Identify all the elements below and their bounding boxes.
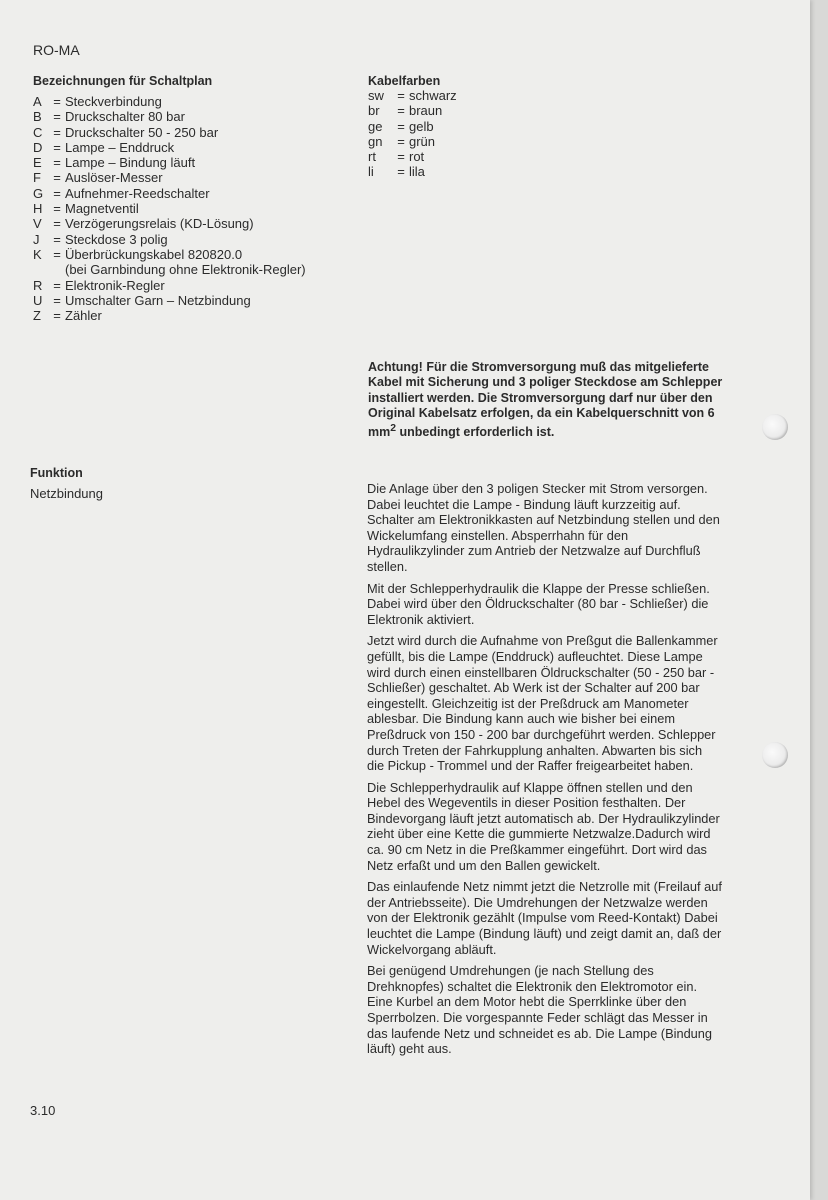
legend-equals: = (53, 231, 61, 247)
cable-color-code: sw (368, 88, 384, 103)
funktion-paragraph: Bei genügend Umdrehungen (je nach Stellung des Drehknopfes) schaltet die Elektronik den Elektromotor ein. Eine Kurbel an dem Motor hebt die Sperrklinke über den Sperrbolzen. Die vorgespannte Feder schlägt das Messer in das laufende Netz und schneidet es ab. Die Lampe (Bindung läuft) geht aus. (367, 963, 713, 1057)
funktion-title: Funktion (30, 466, 83, 480)
schematic-legend (33, 74, 353, 323)
cable-color-equals: = (397, 103, 405, 119)
legend-key: B (33, 109, 42, 125)
cable-color-equals: = (397, 133, 405, 149)
page-number: 3.10 (30, 1103, 56, 1118)
legend-item (33, 170, 353, 185)
funktion-paragraph: Jetzt wird durch die Aufnahme von Preßgut die Ballenkammer gefüllt, bis die Lampe (Enddruck) aufleuchtet. Diese Lampe wird durch einen einstellbaren Öldruckschalter (50 - 250 bar - Schließer) geschaltet. Ab Werk ist der Schalter auf 200 bar eingestellt. Gleichzeitig ist der Preßdruck am Manometer ablesbar. Die Bindung kann auch wie bisher bei einem Preßdruck von 150 - 200 bar durchgeführt werden. Schlepper durch Treten der Fahrkupplung anhalten. Abwarten bis sich die Pickup - Trommel und der Raffer freigearbeitet haben. (367, 633, 718, 774)
cable-color-item (368, 119, 568, 134)
legend-equals: = (53, 201, 61, 217)
legend-equals: = (53, 308, 61, 324)
legend-item (33, 186, 353, 201)
cable-color-name: braun (409, 103, 443, 119)
legend-item (33, 94, 353, 109)
cable-color-name: grün (409, 133, 436, 149)
cable-color-name: lila (409, 164, 425, 180)
legend-value: Zähler (65, 308, 102, 324)
cable-colors (368, 74, 568, 180)
legend-value: Lampe – Bindung läuft (65, 155, 196, 171)
legend-item (33, 232, 353, 247)
legend-equals: = (53, 277, 61, 293)
cable-colors-title: Kabelfarben (368, 74, 441, 88)
cable-color-name: schwarz (409, 88, 457, 103)
legend-value: Überbrückungskabel 820820.0 (65, 246, 243, 262)
legend-item (33, 201, 353, 216)
legend-equals: = (53, 94, 61, 109)
legend-item (33, 247, 353, 262)
legend-value: Auslöser-Messer (65, 170, 163, 186)
legend-value: Aufnehmer-Reedschalter (65, 185, 210, 201)
legend-equals: = (53, 246, 61, 262)
cable-color-name: rot (409, 149, 425, 165)
funktion-paragraph: Mit der Schlepperhydraulik die Klappe der Presse schließen. Dabei wird über den Öldruckschalter (80 bar - Schließer) die Elektronik aktiviert. (367, 580, 710, 627)
legend-item (33, 125, 353, 140)
legend-value: Steckverbindung (65, 94, 162, 109)
cable-colors-list (368, 88, 568, 180)
cable-color-code: ge (368, 118, 383, 134)
legend-key: F (33, 170, 41, 186)
legend-equals: = (53, 292, 61, 308)
legend-item (33, 155, 353, 170)
cable-color-equals: = (397, 149, 405, 165)
legend-value: Umschalter Garn – Netzbindung (65, 292, 251, 308)
funktion-subtitle: Netzbindung (30, 486, 103, 501)
legend-item (33, 308, 353, 323)
legend-value: (bei Garnbindung ohne Elektronik-Regler) (65, 262, 306, 278)
legend-equals: = (53, 139, 61, 155)
warning-text: Achtung! Für die Stromversorgung muß das mitgelieferte Kabel mit Sicherung und 3 poliger Steckdose am Schlepper installiert werden. Die Stromversorgung darf nur über den Original Kabelsatz erfolgen, da ein Kabelquerschnitt von 6 $mm^2$ unbedingt erforderlich ist. (368, 360, 723, 440)
legend-key: J (33, 231, 40, 247)
legend-key: Z (33, 308, 41, 324)
legend-value: Magnetventil (65, 201, 139, 217)
punch-hole-icon (762, 742, 788, 768)
legend-key: G (33, 185, 44, 201)
legend-equals: = (53, 155, 61, 171)
cable-color-item (368, 103, 568, 118)
document-header: RO-MA (33, 42, 80, 58)
cable-color-code: br (368, 103, 380, 119)
legend-key: V (33, 216, 42, 232)
cable-color-equals: = (397, 164, 405, 180)
warning-superscript: 2 (390, 423, 397, 435)
legend-equals: = (53, 109, 61, 125)
legend-key: A (33, 94, 42, 109)
cable-color-name: gelb (409, 118, 434, 134)
legend-key: R (33, 277, 43, 293)
legend-item (33, 140, 353, 155)
funktion-paragraph: Die Anlage über den 3 poligen Stecker mit Strom versorgen. Dabei leuchtet die Lampe - Bindung läuft kurzzeitig auf. Schalter am Elektronikkasten auf Netzbindung stellen und den Wickelumfang einstellen. Absperrhahn für den Hydraulikzylinder zum Antrieb der Netzwalze auf Durchfluß stellen. (367, 481, 720, 574)
legend-equals: = (53, 124, 61, 140)
cable-color-item (368, 164, 568, 179)
cable-color-code: rt (368, 149, 376, 165)
legend-key: D (33, 139, 43, 155)
cable-color-item (368, 134, 568, 149)
legend-value: Druckschalter 80 bar (65, 109, 185, 125)
legend-equals: = (53, 185, 61, 201)
legend-key: K (33, 246, 42, 262)
power-supply-warning (368, 360, 728, 441)
legend-item (33, 293, 353, 308)
cable-color-equals: = (397, 88, 405, 103)
legend-equals: = (53, 216, 61, 232)
legend-item (33, 216, 353, 231)
legend-item (33, 109, 353, 124)
legend-value: Elektronik-Regler (65, 277, 165, 293)
legend-value: Lampe – Enddruck (65, 139, 175, 155)
punch-hole-icon (762, 414, 788, 440)
cable-color-item (368, 149, 568, 164)
legend-title: Bezeichnungen für Schaltplan (33, 74, 213, 88)
funktion-paragraph: Die Schlepperhydraulik auf Klappe öffnen stellen und den Hebel des Wegeventils in dieser Position festhalten. Der Bindevorgang läuft jetzt automatisch ab. Der Hydraulikzylinder zieht über eine Kette die gummierte Netzwalze.Dadurch wird ca. 90 cm Netz in die Preßkammer eingeführt. Dort wird das Netz erfaßt und um den Ballen gewickelt. (367, 779, 720, 873)
cable-color-item (368, 88, 568, 103)
legend-equals: = (53, 170, 61, 186)
legend-key: E (33, 155, 42, 171)
legend-value: Druckschalter 50 - 250 bar (65, 124, 219, 140)
cable-color-code: li (368, 164, 374, 180)
legend-value: Steckdose 3 polig (65, 231, 168, 247)
cable-color-code: gn (368, 133, 383, 149)
legend-key: U (33, 292, 43, 308)
legend-value: Verzögerungsrelais (KD-Lösung) (65, 216, 254, 232)
legend-key: C (33, 124, 43, 140)
legend-item (33, 262, 353, 277)
legend-item (33, 278, 353, 293)
cable-color-equals: = (397, 118, 405, 134)
funktion-body (367, 481, 722, 1063)
legend-list (33, 94, 353, 323)
funktion-paragraph: Das einlaufende Netz nimmt jetzt die Netzrolle mit (Freilauf auf der Antriebsseite). Die Umdrehungen der Netzwalze werden von der Elektronik gezählt (Impulse vom Reed-Kontakt) Dabei leuchtet die Lampe (Bindung läuft) und zeigt damit an, daß der Wickelvorgang abläuft. (367, 879, 722, 957)
legend-key: H (33, 201, 43, 217)
